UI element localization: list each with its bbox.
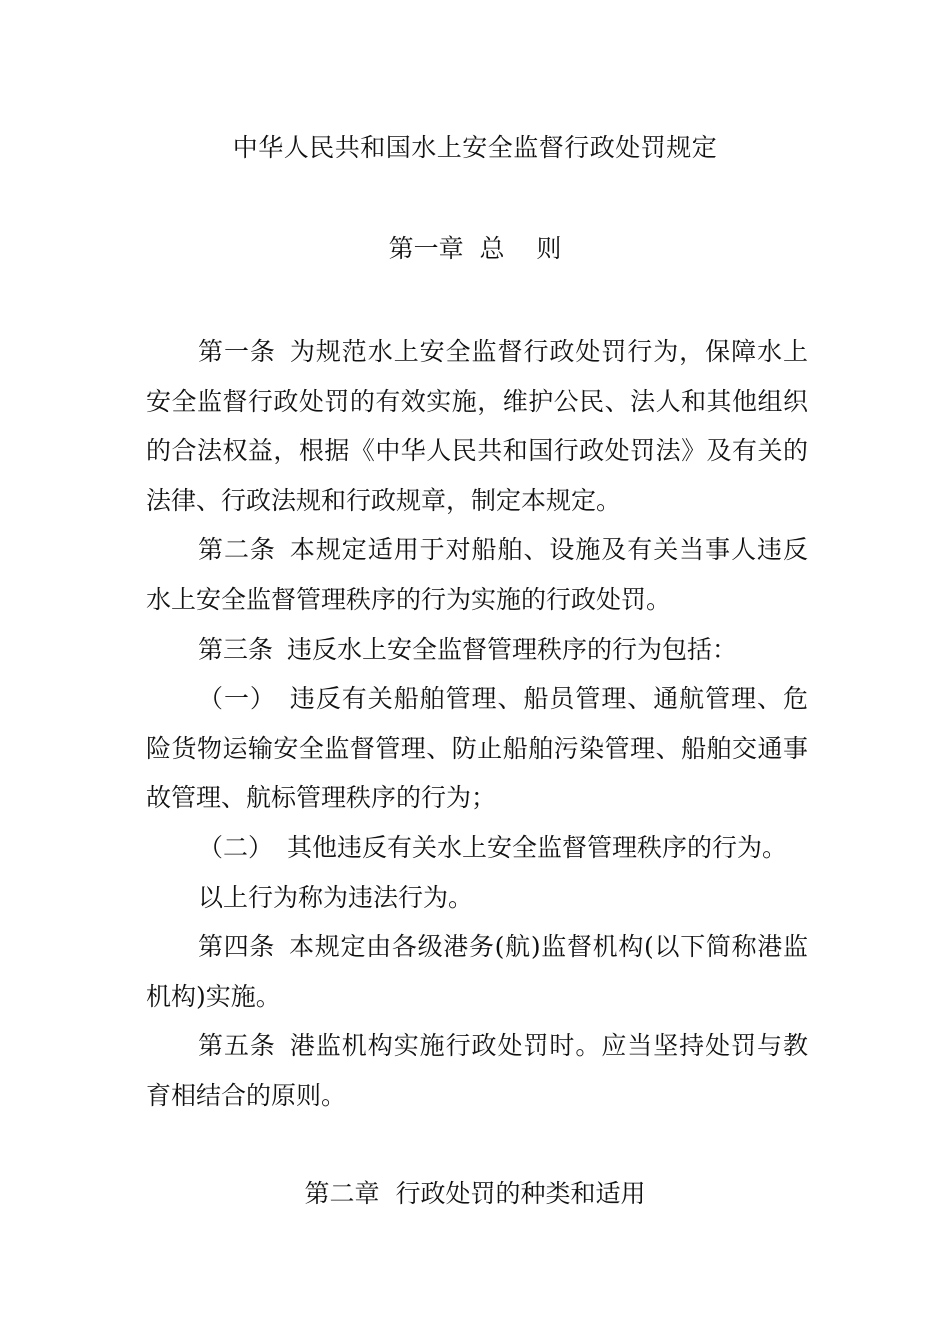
article-label: 第三条 [198,634,274,664]
article-3-item-1 [146,674,808,823]
item-text: 违反有关船舶管理、船员管理、通航管理、危险货物运输安全监督管理、防止船舶污染管理、船舶交通事故管理、航标管理秩序的行为； [146,684,808,813]
article-1 [146,327,808,525]
article-3-note [146,873,808,923]
article-2 [146,525,808,624]
article-label: 第四条 [198,932,276,962]
article-text: 本规定由各级港务(航)监督机构(以下简称港监机构)实施。 [146,932,808,1011]
article-3 [146,625,808,675]
item-label: （二） [198,832,274,862]
chapter-heading-1: 第一章 总 则 [388,234,562,263]
item-text: 其他违反有关水上安全监督管理秩序的行为。 [287,832,788,862]
article-label: 第五条 [198,1031,276,1061]
note-text: 以上行为称为违法行为。 [198,882,474,912]
item-label: （一） [198,684,276,714]
article-text: 违反水上安全监督管理秩序的行为包括： [287,634,738,664]
article-text: 港监机构实施行政处罚时。应当坚持处罚与教育相结合的原则。 [146,1031,808,1110]
article-4 [146,922,808,1021]
chapter-1-body [146,327,808,1121]
article-3-item-2 [146,823,808,873]
document-title: 中华人民共和国水上安全监督行政处罚规定 [232,133,718,162]
chapter-heading-2: 第二章 行政处罚的种类和适用 [304,1179,646,1208]
article-5 [146,1021,808,1120]
article-label: 第一条 [198,337,276,366]
article-text: 为规范水上安全监督行政处罚行为，保障水上安全监督行政处罚的有效实施，维护公民、法人和其他组织的合法权益，根据《中华人民共和国行政处罚法》及有关的法律、行政法规和行政规章，制定本规定。 [146,337,808,515]
article-label: 第二条 [198,535,276,565]
article-text: 本规定适用于对船舶、设施及有关当事人违反水上安全监督管理秩序的行为实施的行政处罚。 [146,535,808,614]
